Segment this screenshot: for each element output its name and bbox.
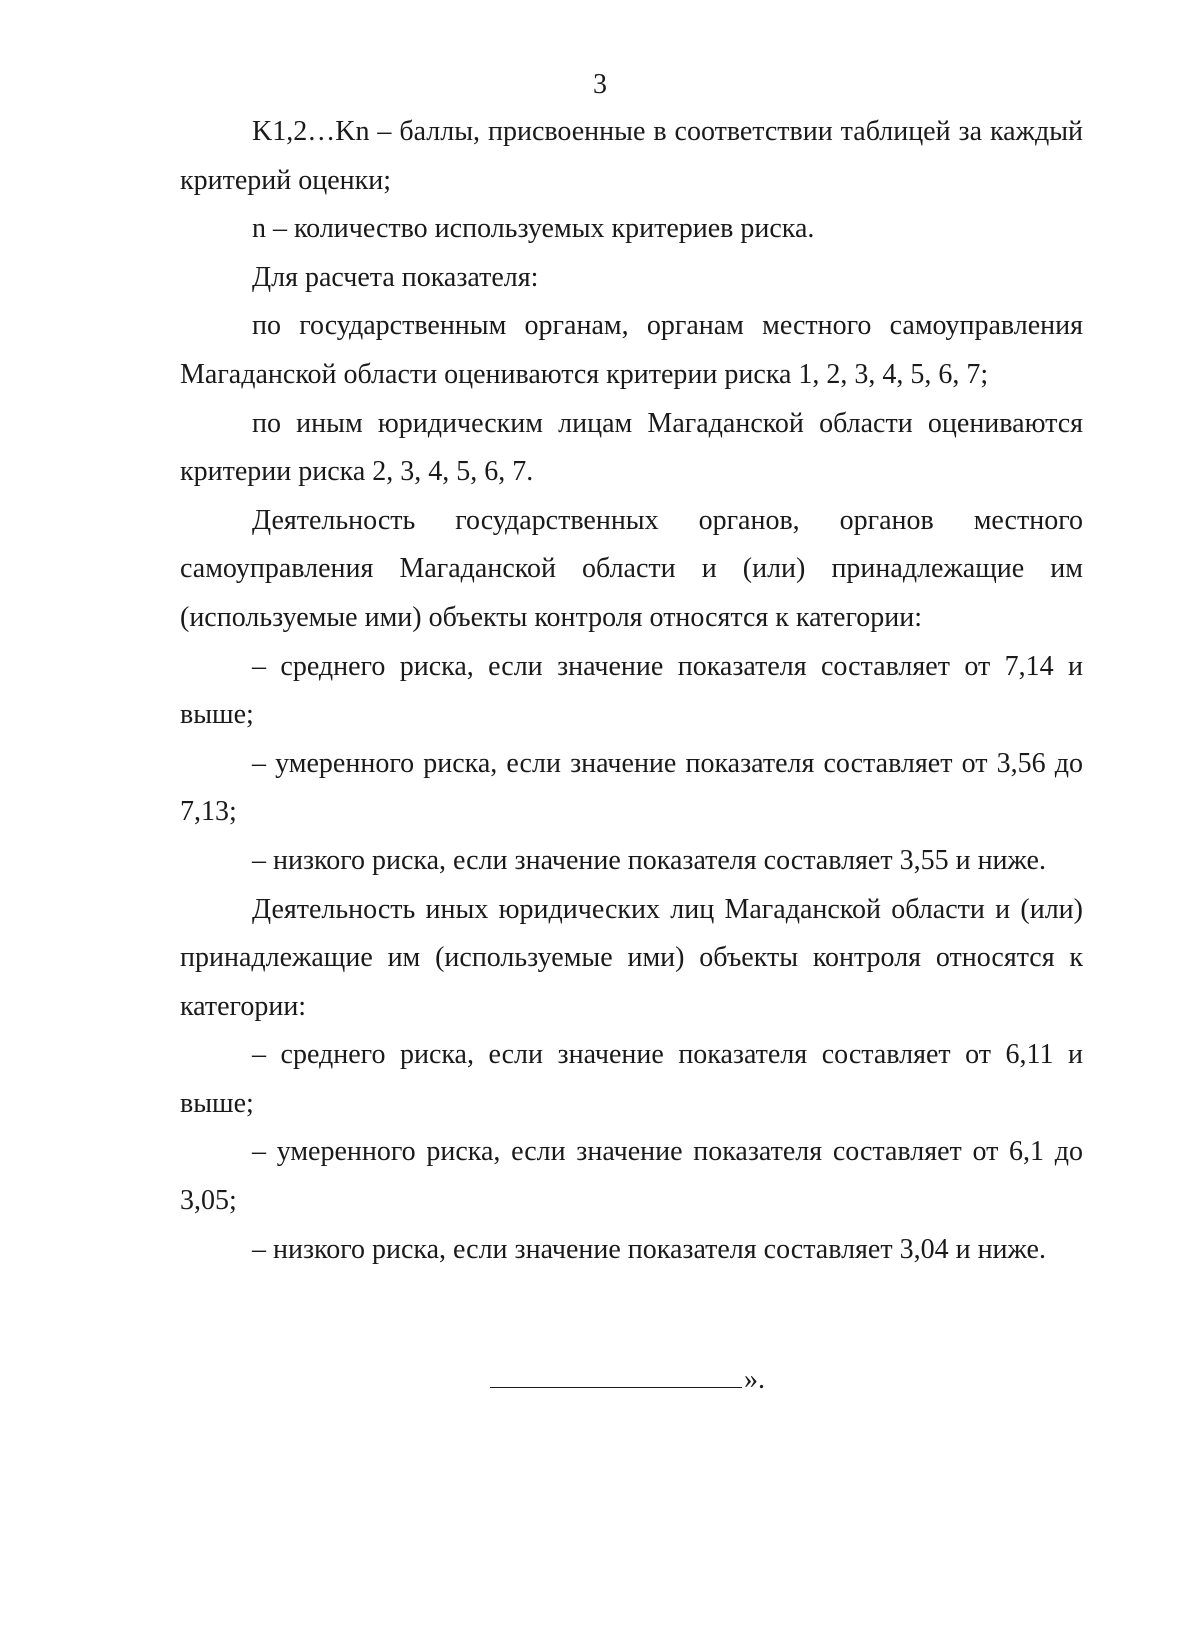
- paragraph-criteria-count: n – количество используемых критериев риска.: [252, 213, 815, 245]
- closing-line: [490, 1363, 765, 1397]
- closing-quote-mark: ».: [744, 1364, 765, 1395]
- page-number: 3: [593, 69, 607, 100]
- paragraph-state-bodies-categories: Деятельность государственных органов, органов местного самоуправления Магаданской области и (или) принадлежащие им (используемые ими) объекты контроля относятся к категории:: [180, 504, 1083, 633]
- paragraph-calculation-intro: Для расчета показателя:: [252, 261, 539, 293]
- list-item-medium-risk-other: – среднего риска, если значение показателя составляет от 6,11 и выше;: [180, 1039, 1083, 1119]
- paragraph-other-entities-categories: Деятельность иных юридических лиц Магаданской области и (или) принадлежащие им (используемые ими) объекты контроля относятся к категории:: [180, 893, 1083, 1022]
- closing-rule: [490, 1363, 742, 1388]
- paragraph-formula-legend: K1,2…Kn – баллы, присвоенные в соответствии таблицей за каждый критерий оценки;: [180, 116, 1083, 196]
- list-item-moderate-risk-other: – умеренного риска, если значение показателя составляет от 6,1 до 3,05;: [180, 1136, 1083, 1217]
- list-item-medium-risk-state: – среднего риска, если значение показателя составляет от 7,14 и выше;: [180, 650, 1083, 731]
- paragraph-other-entities-criteria: по иным юридическим лицам Магаданской области оцениваются критерии риска 2, 3, 4, 5, 6, 7.: [180, 407, 1083, 488]
- list-item-low-risk-other: – низкого риска, если значение показателя составляет 3,04 и ниже.: [252, 1233, 1046, 1265]
- list-item-low-risk-state: – низкого риска, если значение показателя составляет 3,55 и ниже.: [252, 844, 1046, 876]
- paragraph-state-bodies-criteria: по государственным органам, органам местного самоуправления Магаданской области оцениваются критерии риска 1, 2, 3, 4, 5, 6, 7;: [180, 310, 1083, 390]
- document-body: [180, 108, 1083, 1274]
- list-item-moderate-risk-state: – умеренного риска, если значение показателя составляет от 3,56 до 7,13;: [180, 747, 1083, 828]
